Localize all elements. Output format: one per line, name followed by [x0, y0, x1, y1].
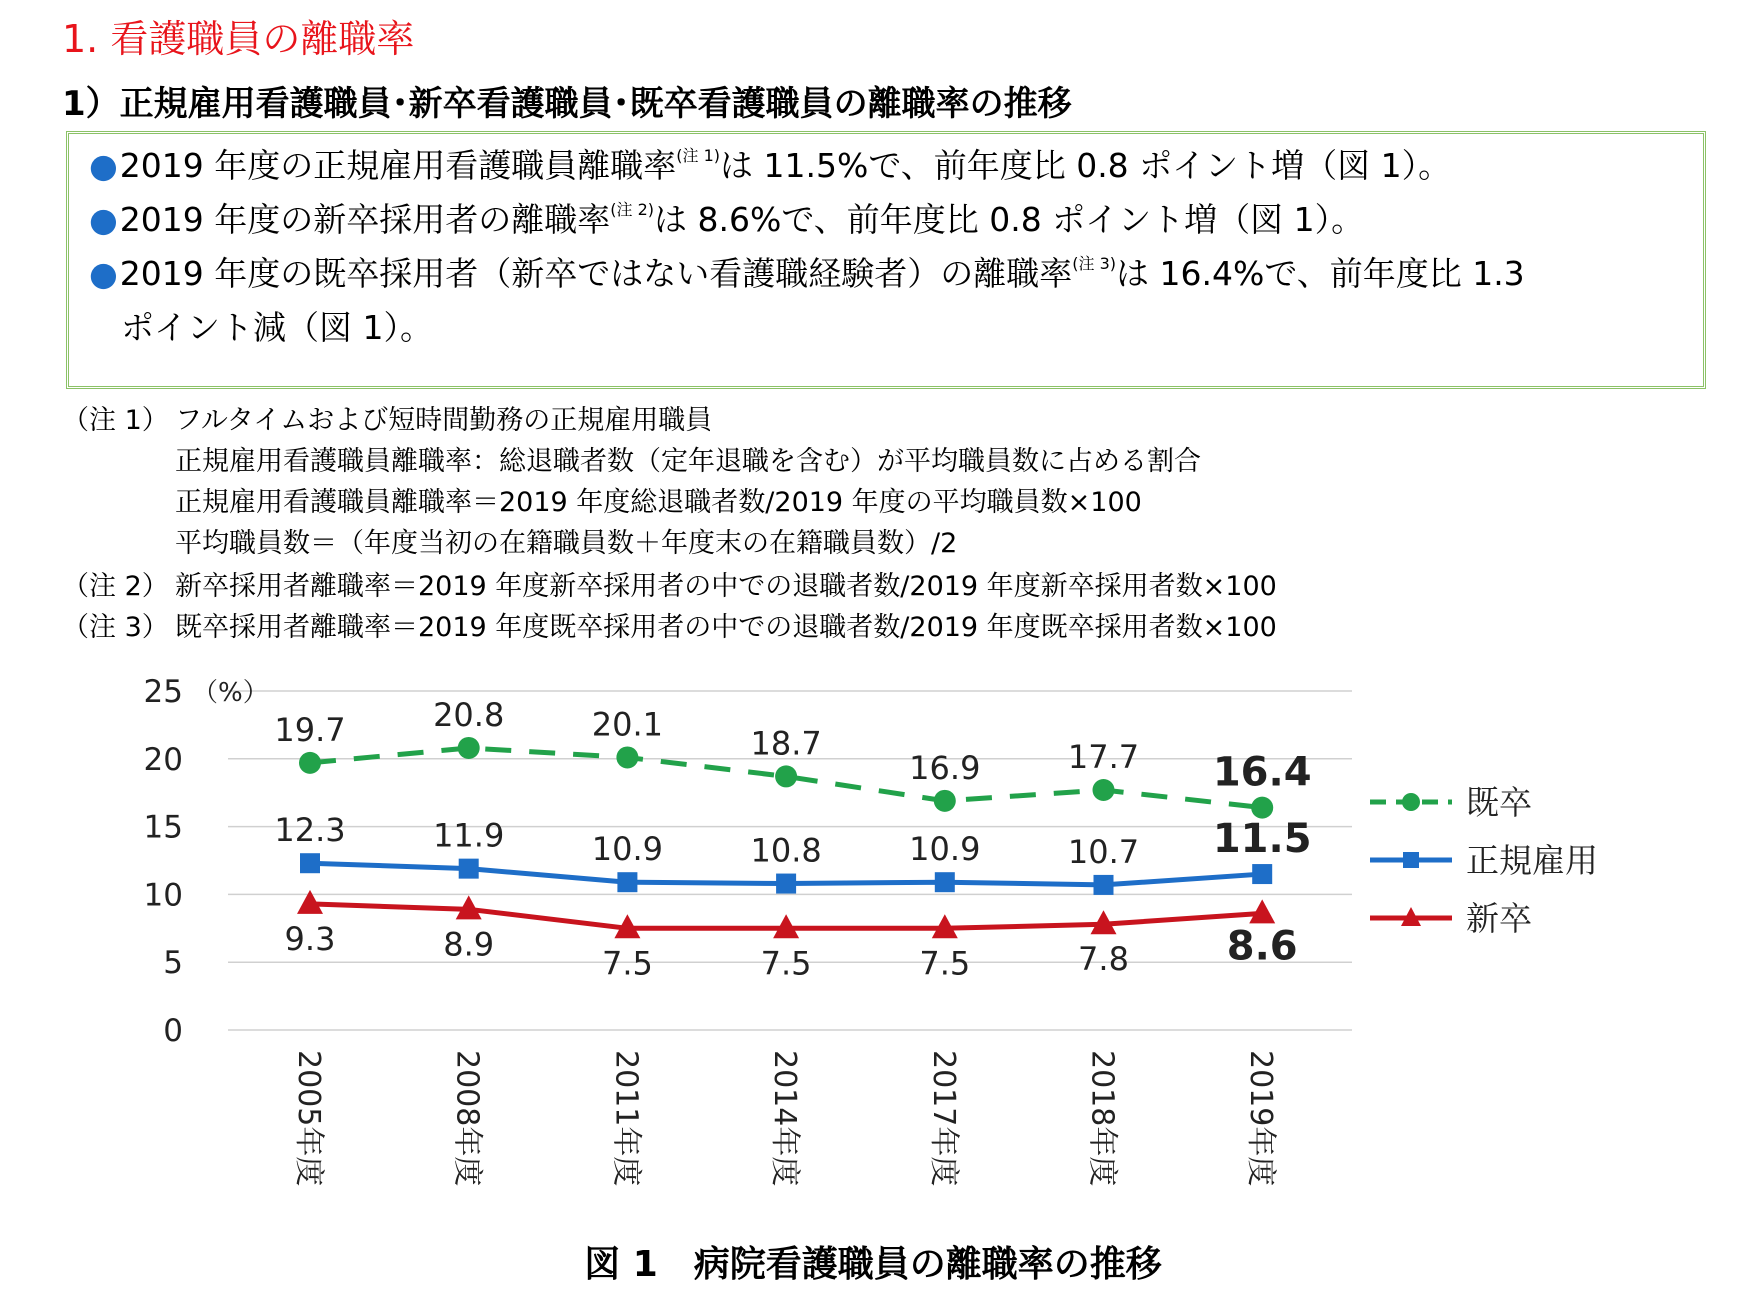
data-point	[1093, 779, 1115, 801]
data-point	[459, 859, 479, 879]
data-point	[935, 872, 955, 892]
data-label: 7.5	[760, 944, 812, 983]
x-tick-label: 2014年度	[767, 1050, 803, 1187]
data-point	[300, 853, 320, 873]
x-tick-label: 2008年度	[449, 1050, 485, 1187]
data-point	[616, 746, 638, 768]
section-heading: 1. 看護職員の離職率	[62, 17, 415, 61]
note-1-line: 平均職員数＝（年度当初の在籍職員数＋年度末の在籍職員数）/2	[175, 528, 958, 559]
legend-marker	[1402, 793, 1420, 811]
data-point	[299, 752, 321, 774]
data-label: 7.5	[919, 944, 971, 983]
data-point	[934, 790, 956, 812]
x-tick-label: 2011年度	[608, 1050, 644, 1187]
bullet-text: は 16.4%で、前年度比 1.3	[1116, 254, 1525, 293]
data-label: 12.3	[274, 811, 346, 850]
data-label: 10.9	[591, 830, 664, 869]
y-tick-label: 10	[143, 877, 183, 914]
note-1-line: 正規雇用看護職員離職率＝2019 年度総退職者数/2019 年度の平均職員数×100	[175, 487, 1142, 518]
data-point	[1094, 875, 1114, 895]
y-tick-label: 5	[163, 945, 183, 982]
legend-label: 既卒	[1466, 783, 1532, 822]
data-label: 19.7	[274, 710, 346, 749]
y-tick-label: 15	[143, 809, 183, 846]
data-label: 9.3	[284, 919, 336, 958]
note-ref: (注 3)	[1072, 254, 1117, 273]
y-tick-label: 25	[143, 674, 183, 710]
bullet-text: 2019 年度の新卒採用者の離職率	[119, 200, 611, 239]
note-ref: (注 1)	[676, 146, 721, 165]
bullet-text: 2019 年度の正規雇用看護職員離職率	[119, 146, 677, 185]
bullet-icon: ●	[89, 200, 118, 239]
data-label: 11.9	[433, 816, 505, 855]
x-tick-label: 2019年度	[1243, 1050, 1279, 1187]
note-ref: (注 2)	[610, 200, 655, 219]
x-tick-label: 2005年度	[291, 1050, 326, 1187]
data-label: 10.9	[909, 830, 981, 869]
data-label: 10.7	[1067, 832, 1140, 871]
x-tick-label: 2018年度	[1084, 1050, 1120, 1187]
data-label: 8.9	[443, 925, 495, 964]
data-label: 7.5	[601, 944, 653, 983]
data-label: 20.1	[591, 705, 664, 744]
data-label: 16.4	[1212, 749, 1312, 796]
data-point	[775, 765, 797, 787]
data-point	[1252, 864, 1272, 884]
data-point	[617, 872, 637, 892]
legend-marker	[1403, 852, 1419, 868]
summary-continuation: ポイント減（図 1）。	[121, 308, 433, 347]
note-1-line: フルタイムおよび短時間勤務の正規雇用職員	[175, 405, 713, 436]
data-label: 10.8	[750, 831, 822, 870]
figure-caption: 図 1 病院看護職員の離職率の推移	[584, 1244, 1162, 1285]
data-label: 8.6	[1226, 923, 1298, 970]
x-tick-label: 2017年度	[925, 1050, 961, 1187]
data-label: 16.9	[909, 748, 981, 787]
legend-label: 新卒	[1466, 899, 1532, 938]
bullet-icon: ●	[89, 146, 118, 185]
note-1-label: （注 1）	[62, 405, 169, 436]
data-label: 18.7	[750, 724, 822, 763]
data-label: 17.7	[1067, 737, 1140, 776]
bullet-text: は 11.5%で、前年度比 0.8 ポイント増（図 1）。	[720, 146, 1452, 185]
note-2-label: （注 2）	[62, 571, 169, 602]
bullet-text: は 8.6%で、前年度比 0.8 ポイント増（図 1）。	[654, 200, 1365, 239]
data-label: 11.5	[1212, 816, 1312, 863]
y-unit-label: （%）	[192, 678, 269, 708]
y-tick-label: 20	[143, 741, 183, 778]
note-1-line: 正規雇用看護職員離職率：総退職者数（定年退職を含む）が平均職員数に占める割合	[175, 446, 1201, 477]
bullet-text: 2019 年度の既卒採用者（新卒ではない看護職経験者）の離職率	[119, 254, 1073, 293]
y-tick-label: 0	[163, 1013, 183, 1049]
data-point	[1249, 899, 1275, 923]
note-2-text: 新卒採用者離職率＝2019 年度新卒採用者の中での退職者数/2019 年度新卒採用者数×100	[175, 571, 1277, 602]
data-point	[776, 874, 796, 894]
data-label: 7.8	[1078, 940, 1129, 979]
note-3-text: 既卒採用者離職率＝2019 年度既卒採用者の中での退職者数/2019 年度既卒採用者数×100	[175, 612, 1277, 643]
bullet-icon: ●	[89, 254, 118, 293]
data-label: 20.8	[433, 695, 505, 734]
subsection-heading: 1）正規雇用看護職員･新卒看護職員･既卒看護職員の離職率の推移	[62, 84, 1072, 124]
legend-label: 正規雇用	[1466, 841, 1598, 880]
data-point	[458, 737, 480, 759]
note-3-label: （注 3）	[62, 612, 169, 643]
